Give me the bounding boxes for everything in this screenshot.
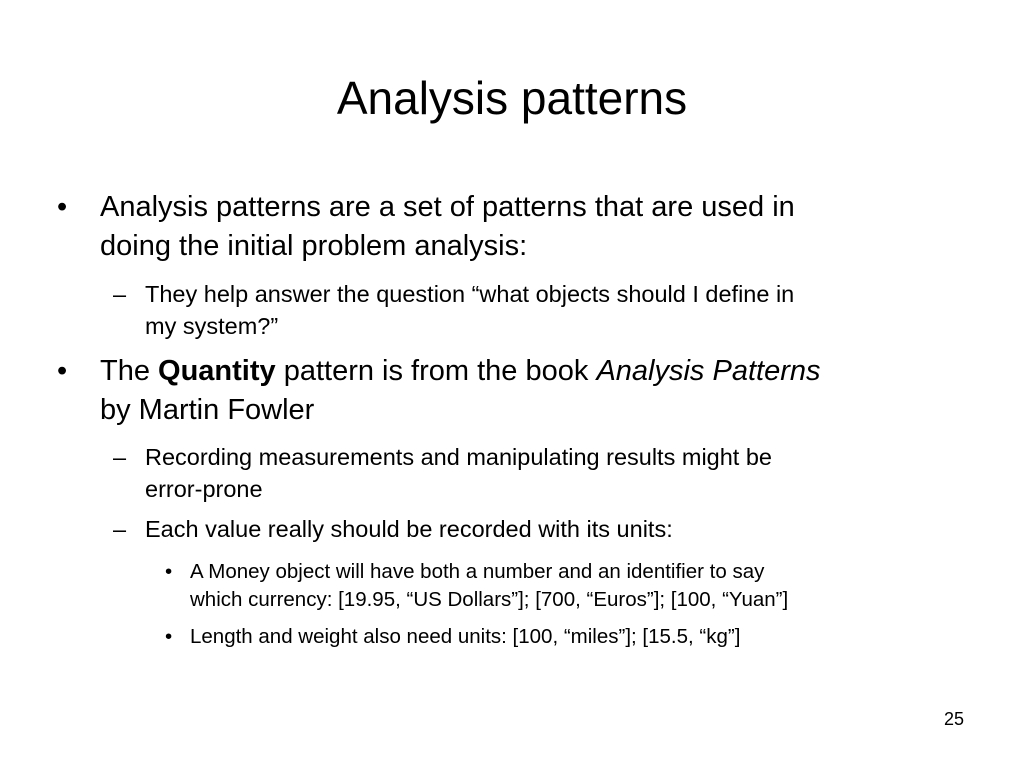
bold-term-quantity: Quantity bbox=[158, 355, 276, 387]
bullet-marker: • bbox=[165, 560, 173, 583]
sub-item-question bbox=[113, 278, 965, 342]
subsub-item-text-line: which currency: [19.95, “US Dollars”]; [700, “Euros”]; [100, “Yuan”] bbox=[190, 588, 789, 611]
bullet-text-line: by Martin Fowler bbox=[100, 394, 315, 426]
bullet-marker: • bbox=[165, 625, 173, 648]
sub-item-text-line: error-prone bbox=[145, 476, 263, 502]
subsub-item-length-weight bbox=[165, 623, 980, 651]
bullet-text-middle: pattern is from the book bbox=[275, 355, 597, 387]
subsub-item-text-line: A Money object will have both a number and an identifier to say bbox=[190, 560, 765, 583]
sub-item-text-line: Recording measurements and manipulating results might be bbox=[145, 444, 772, 470]
book-title: Analysis Patterns bbox=[596, 355, 821, 387]
sub-item-text-line: my system?” bbox=[145, 313, 279, 339]
dash-marker: – bbox=[113, 516, 127, 542]
dash-marker: – bbox=[113, 444, 127, 470]
bullet-marker: • bbox=[57, 191, 68, 223]
sub-item-text-line: They help answer the question “what objects should I define in bbox=[145, 281, 795, 307]
subsub-item-money-object bbox=[165, 558, 980, 614]
bullet-text-line: doing the initial problem analysis: bbox=[100, 230, 528, 262]
bullet-text-line: Analysis patterns are a set of patterns that are used in bbox=[100, 191, 795, 223]
bullet-text-prefix: The bbox=[100, 355, 159, 387]
bullet-item-quantity-pattern bbox=[57, 352, 980, 430]
sub-item-each-value-units bbox=[113, 513, 965, 545]
bullet-item-analysis-patterns bbox=[57, 188, 980, 266]
slide-title: Analysis patterns bbox=[336, 72, 688, 124]
sub-item-recording-measurements bbox=[113, 441, 965, 505]
subsub-item-text-line: Length and weight also need units: [100, “miles”]; [15.5, “kg”] bbox=[190, 625, 741, 648]
bullet-marker: • bbox=[57, 355, 68, 387]
dash-marker: – bbox=[113, 281, 127, 307]
sub-item-text-line: Each value really should be recorded with its units: bbox=[145, 516, 673, 542]
page-number: 25 bbox=[943, 709, 964, 729]
